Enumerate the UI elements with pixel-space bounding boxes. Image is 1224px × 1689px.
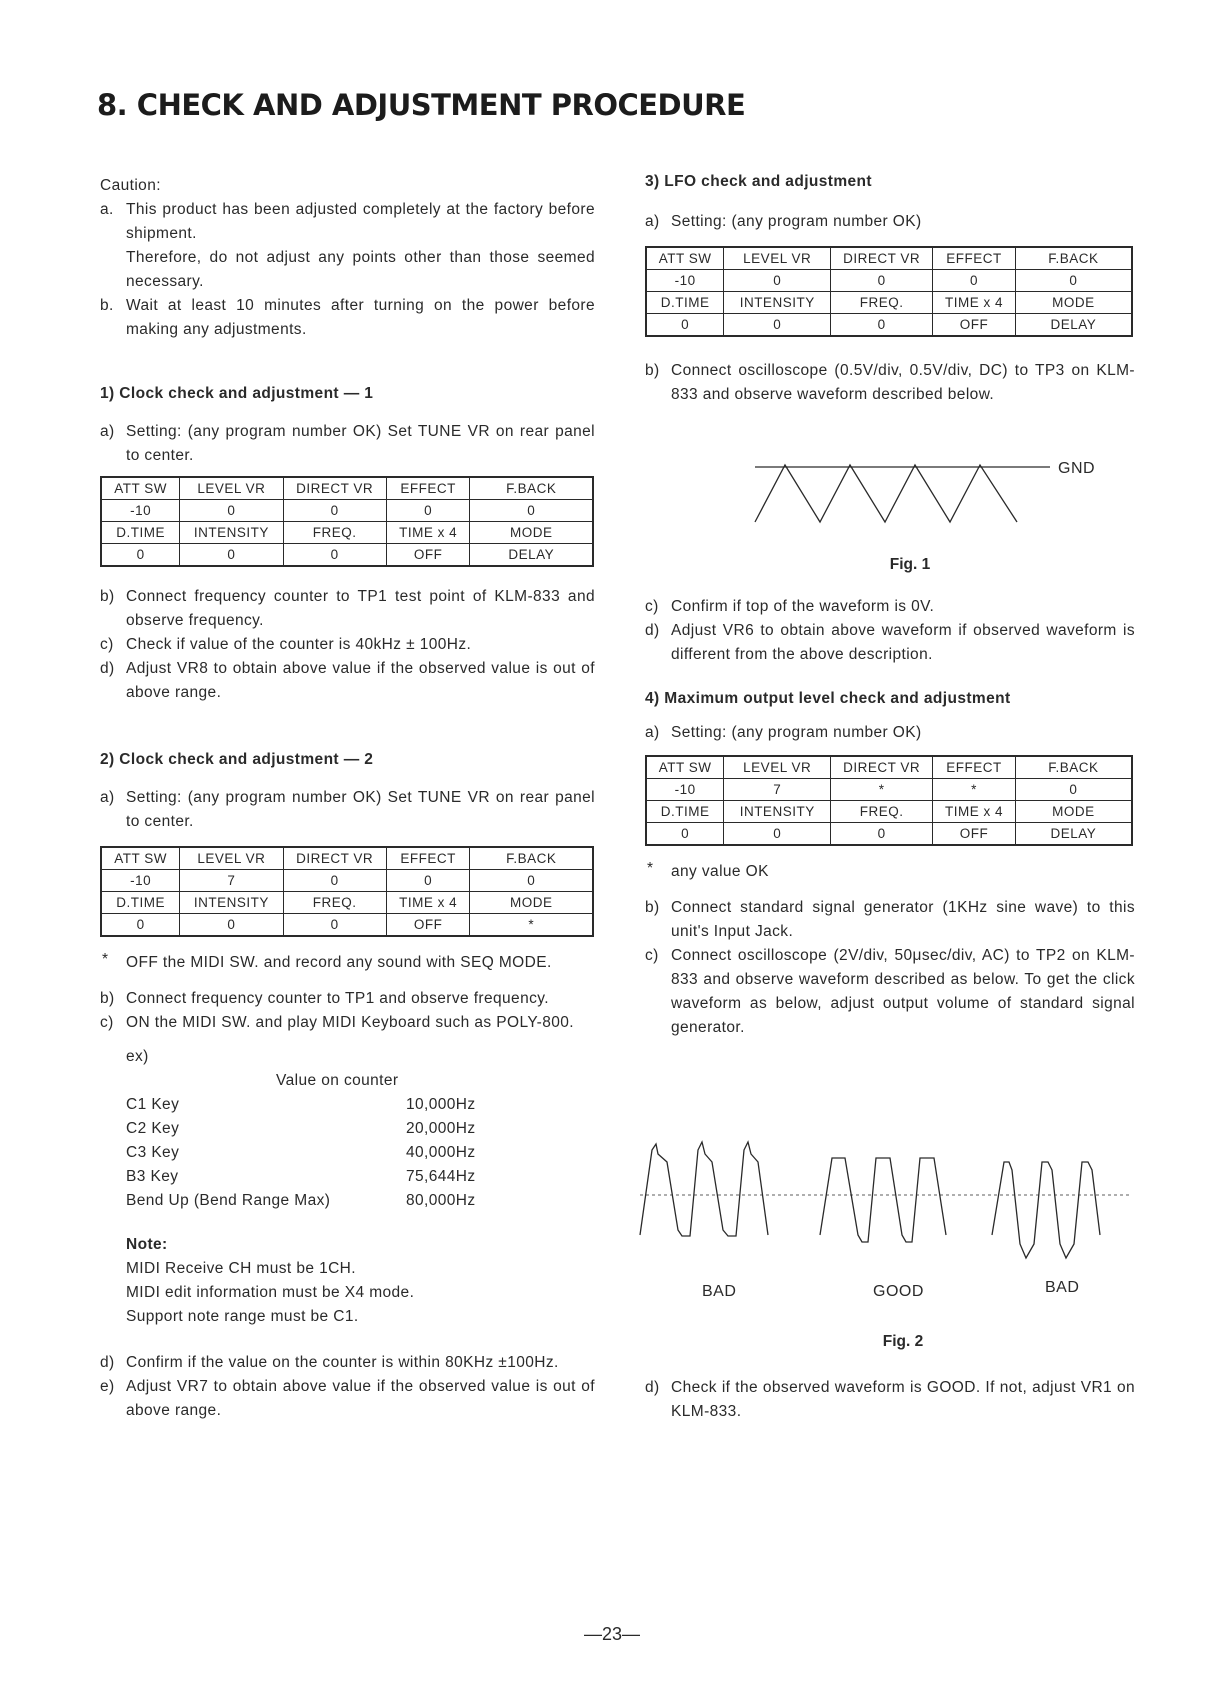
section4-setting [645, 721, 1135, 745]
section3-heading: 3) LFO check and adjustment [645, 173, 872, 190]
table-row [126, 1165, 486, 1189]
table-cell: TIME x 4 [933, 292, 1016, 314]
section2-step-e [100, 1375, 595, 1423]
section1-setting-mark: a) [100, 423, 115, 440]
table-cell: MODE [470, 892, 593, 914]
table-cell: D.TIME [101, 892, 180, 914]
example-key: B3 Key [126, 1168, 179, 1185]
caution-mark-a: a. [100, 201, 114, 218]
table-header-row [101, 847, 593, 870]
table-cell: 0 [831, 314, 933, 337]
table-cell: FREQ. [283, 892, 386, 914]
table-cell: 0 [1015, 270, 1132, 292]
example-key: Bend Up (Bend Range Max) [126, 1192, 331, 1209]
example-value: 20,000Hz [406, 1120, 476, 1137]
table-header-cell: F.BACK [1015, 756, 1132, 779]
example-value: 40,000Hz [406, 1144, 476, 1161]
table-header-cell: EFFECT [386, 477, 470, 500]
table-cell: 0 [470, 500, 593, 522]
section2-setting [100, 786, 595, 834]
table-row [101, 522, 593, 544]
table-cell: -10 [646, 779, 724, 801]
section1-step-d-text: Adjust VR8 to obtain above value if the observed value is out of above range. [126, 660, 595, 701]
fig2-waveform [640, 1140, 1140, 1260]
table-row [101, 914, 593, 937]
section4-setting-mark: a) [645, 724, 660, 741]
section1-step-d [100, 657, 595, 705]
section2-step-d-text: Confirm if the value on the counter is within 80KHz ±100Hz. [126, 1354, 559, 1371]
table-header-cell: ATT SW [646, 756, 724, 779]
section1-heading: 1) Clock check and adjustment — 1 [100, 385, 374, 402]
table-cell: -10 [101, 500, 180, 522]
example-label: ex) [126, 1048, 149, 1065]
page-number: —23— [583, 1624, 641, 1644]
table-header-cell: LEVEL VR [724, 247, 831, 270]
table-cell: OFF [386, 544, 470, 567]
table-cell: 7 [180, 870, 283, 892]
section4-step-d-text: Check if the observed waveform is GOOD. If not, adjust VR1 on KLM-833. [671, 1379, 1135, 1420]
table-header-cell: DIRECT VR [283, 847, 386, 870]
section3-step-b-text: Connect oscilloscope (0.5V/div, 0.5V/div, DC) to TP3 on KLM-833 and observe waveform described below. [671, 362, 1135, 403]
table-cell: FREQ. [831, 292, 933, 314]
section2-step-b-mark: b) [100, 990, 115, 1007]
table-row [101, 870, 593, 892]
table-cell: MODE [1015, 801, 1132, 823]
table-header-cell: EFFECT [386, 847, 470, 870]
section1-setting-text: Setting: (any program number OK) Set TUNE VR on rear panel to center. [126, 423, 595, 464]
table-cell: * [933, 779, 1016, 801]
table-cell: INTENSITY [180, 892, 283, 914]
example-block [126, 1045, 595, 1329]
table-row [101, 544, 593, 567]
section2-heading: 2) Clock check and adjustment — 2 [100, 751, 374, 768]
section1-step-d-mark: d) [100, 660, 115, 677]
section4-step-d-block [645, 1376, 1135, 1424]
table-header-row [101, 477, 593, 500]
table-cell: INTENSITY [724, 292, 831, 314]
section3-settings-table [645, 246, 1133, 337]
left-column [100, 174, 595, 1423]
section2-step-e-mark: e) [100, 1378, 115, 1395]
table-header-row [646, 756, 1132, 779]
table-cell: 0 [283, 500, 386, 522]
table-cell: * [831, 779, 933, 801]
section1-setting [100, 420, 595, 468]
section4-step-c-text: Connect oscilloscope (2V/div, 50μsec/div, AC) to TP2 on KLM-833 and observe waveform described as below. To get the click waveform as below, adjust output volume of standard signal generator. [671, 947, 1135, 1036]
table-cell: TIME x 4 [933, 801, 1016, 823]
table-cell: 0 [724, 823, 831, 846]
table-cell: OFF [933, 823, 1016, 846]
section3-step-b [645, 359, 1135, 407]
table-header-cell: DIRECT VR [831, 756, 933, 779]
table-cell: DELAY [470, 544, 593, 567]
table-cell: D.TIME [101, 522, 180, 544]
section3-step-c-text: Confirm if top of the waveform is 0V. [671, 598, 935, 615]
fig2-label-bad-right: BAD [1045, 1279, 1080, 1296]
table-cell: INTENSITY [724, 801, 831, 823]
table-cell: TIME x 4 [386, 892, 470, 914]
table-cell: 0 [283, 544, 386, 567]
table-cell: -10 [646, 270, 724, 292]
table-cell: 0 [831, 270, 933, 292]
table-row [101, 892, 593, 914]
table-cell: D.TIME [646, 292, 724, 314]
table-cell: MODE [1015, 292, 1132, 314]
section3-setting-mark: a) [645, 213, 660, 230]
table-header-cell: DIRECT VR [831, 247, 933, 270]
note-heading: Note: [126, 1236, 168, 1253]
example-key: C3 Key [126, 1144, 180, 1161]
section4-step-b-mark: b) [645, 899, 660, 916]
table-row [646, 270, 1132, 292]
table-header-cell: EFFECT [933, 247, 1016, 270]
table-cell: -10 [101, 870, 180, 892]
example-title-row [126, 1069, 486, 1093]
table-header-cell: ATT SW [101, 477, 180, 500]
section1-step-c-text: Check if value of the counter is 40kHz ± 100Hz. [126, 636, 472, 653]
section2-step-b-text: Connect frequency counter to TP1 and observe frequency. [126, 990, 549, 1007]
table-cell: 0 [646, 823, 724, 846]
table-cell: DELAY [1015, 314, 1132, 337]
table-cell: 0 [101, 544, 180, 567]
section4-setting-text: Setting: (any program number OK) [671, 724, 922, 741]
table-cell: 0 [646, 314, 724, 337]
table-cell: 0 [283, 870, 386, 892]
table-header-cell: ATT SW [646, 247, 724, 270]
table-header-cell: ATT SW [101, 847, 180, 870]
table-header-cell: LEVEL VR [180, 847, 283, 870]
caution-item-a [100, 198, 595, 294]
section1-step-b-mark: b) [100, 588, 115, 605]
section2-setting-mark: a) [100, 789, 115, 806]
table-row [126, 1141, 486, 1165]
section2-step-d-mark: d) [100, 1354, 115, 1371]
table-row [126, 1117, 486, 1141]
caution-b-line-1: Wait at least 10 minutes after turning on the power before making any adjustments. [126, 297, 595, 338]
table-cell: TIME x 4 [386, 522, 470, 544]
table-row [646, 823, 1132, 846]
table-cell: DELAY [1015, 823, 1132, 846]
section2-star-text: OFF the MIDI SW. and record any sound with SEQ MODE. [126, 954, 552, 971]
table-cell: 0 [1015, 779, 1132, 801]
table-header-cell: LEVEL VR [180, 477, 283, 500]
example-column-title: Value on counter [276, 1072, 399, 1089]
table-cell: 0 [283, 914, 386, 937]
table-header-cell: EFFECT [933, 756, 1016, 779]
section2-step-c-text: ON the MIDI SW. and play MIDI Keyboard such as POLY-800. [126, 1014, 574, 1031]
section2-step-c-mark: c) [100, 1014, 114, 1031]
section4-star-note [645, 860, 1135, 884]
caution-heading: Caution: [100, 177, 161, 194]
note-line: MIDI edit information must be X4 mode. [126, 1284, 415, 1301]
section1-settings-table [100, 476, 594, 567]
section4-step-d-mark: d) [645, 1379, 660, 1396]
note-line: Support note range must be C1. [126, 1308, 359, 1325]
table-header-cell: F.BACK [470, 847, 593, 870]
table-cell: 0 [180, 914, 283, 937]
section4-step-c-mark: c) [645, 947, 659, 964]
section4-step-b [645, 896, 1135, 944]
section4-step-b-text: Connect standard signal generator (1KHz sine wave) to this unit's Input Jack. [671, 899, 1135, 940]
section3-setting-text: Setting: (any program number OK) [671, 213, 922, 230]
table-header-cell: DIRECT VR [283, 477, 386, 500]
table-row [646, 292, 1132, 314]
table-cell: MODE [470, 522, 593, 544]
table-header-cell: F.BACK [1015, 247, 1132, 270]
table-cell: 0 [180, 500, 283, 522]
table-header-row [646, 247, 1132, 270]
section4-step-c [645, 944, 1135, 1040]
section3-step-c-mark: c) [645, 598, 659, 615]
section2-step-b [100, 987, 595, 1011]
fig1-triangle-wave [755, 465, 1017, 522]
table-row [126, 1093, 486, 1117]
table-cell: * [470, 914, 593, 937]
table-cell: 0 [386, 500, 470, 522]
table-row [646, 779, 1132, 801]
fig2-bad-wave-right [992, 1162, 1100, 1258]
note-line: MIDI Receive CH must be 1CH. [126, 1260, 356, 1277]
table-cell: 7 [724, 779, 831, 801]
caution-a-line-2: Therefore, do not adjust any points other than those seemed necessary. [126, 249, 595, 290]
fig1-waveform [755, 460, 1075, 550]
section2-setting-text: Setting: (any program number OK) Set TUNE VR on rear panel to center. [126, 789, 595, 830]
table-cell: FREQ. [831, 801, 933, 823]
table-cell: 0 [724, 314, 831, 337]
section4-settings-table [645, 755, 1133, 846]
section3-step-c [645, 595, 1135, 619]
table-row [101, 500, 593, 522]
example-table [126, 1069, 486, 1213]
fig2-good-wave [820, 1158, 946, 1242]
section4-heading: 4) Maximum output level check and adjustment [645, 690, 1011, 707]
table-cell: 0 [831, 823, 933, 846]
example-value: 10,000Hz [406, 1096, 476, 1113]
section4-star-mark: * [647, 860, 654, 877]
section2-step-d [100, 1351, 595, 1375]
fig2-label-good: GOOD [873, 1283, 924, 1300]
section3-step-d-mark: d) [645, 622, 660, 639]
table-cell: 0 [933, 270, 1016, 292]
section2-star-mark: * [102, 951, 109, 968]
fig1-gnd-label: GND [1058, 460, 1096, 477]
table-header-cell: F.BACK [470, 477, 593, 500]
section2-step-e-text: Adjust VR7 to obtain above value if the observed value is out of above range. [126, 1378, 595, 1419]
table-header-cell: LEVEL VR [724, 756, 831, 779]
table-row [646, 801, 1132, 823]
example-key: C1 Key [126, 1096, 180, 1113]
section3-setting [645, 210, 1135, 234]
section3-step-b-mark: b) [645, 362, 660, 379]
fig2-caption: Fig. 2 [882, 1333, 924, 1350]
table-cell: OFF [933, 314, 1016, 337]
caution-mark-b: b. [100, 297, 114, 314]
table-row [646, 314, 1132, 337]
section2-settings-table [100, 846, 594, 937]
section2-star-note [100, 951, 595, 975]
table-cell: D.TIME [646, 801, 724, 823]
section1-step-b-text: Connect frequency counter to TP1 test point of KLM-833 and observe frequency. [126, 588, 595, 629]
right-column [645, 170, 1135, 1040]
section4-step-d [645, 1376, 1135, 1424]
section1-step-b [100, 585, 595, 633]
table-cell: OFF [386, 914, 470, 937]
section1-step-c [100, 633, 595, 657]
example-value: 75,644Hz [406, 1168, 476, 1185]
table-cell: 0 [470, 870, 593, 892]
fig2-bad-wave-left [640, 1142, 768, 1236]
example-key: C2 Key [126, 1120, 180, 1137]
table-cell: 0 [180, 544, 283, 567]
section2-step-c [100, 1011, 595, 1035]
table-cell: 0 [386, 870, 470, 892]
example-value: 80,000Hz [406, 1192, 476, 1209]
section1-step-c-mark: c) [100, 636, 114, 653]
page-title: 8. CHECK AND ADJUSTMENT PROCEDURE [97, 88, 746, 122]
caution-a-line-1: This product has been adjusted completely at the factory before shipment. [126, 201, 595, 242]
table-cell: 0 [101, 914, 180, 937]
section3-step-d-text: Adjust VR6 to obtain above waveform if observed waveform is different from the above description. [671, 622, 1135, 663]
caution-item-b [100, 294, 595, 342]
section3-step-d [645, 619, 1135, 667]
section4-star-text: any value OK [671, 863, 769, 880]
fig1-caption: Fig. 1 [889, 556, 931, 573]
table-cell: FREQ. [283, 522, 386, 544]
table-row [126, 1189, 486, 1213]
table-cell: 0 [724, 270, 831, 292]
table-cell: INTENSITY [180, 522, 283, 544]
fig2-label-bad-left: BAD [702, 1283, 737, 1300]
